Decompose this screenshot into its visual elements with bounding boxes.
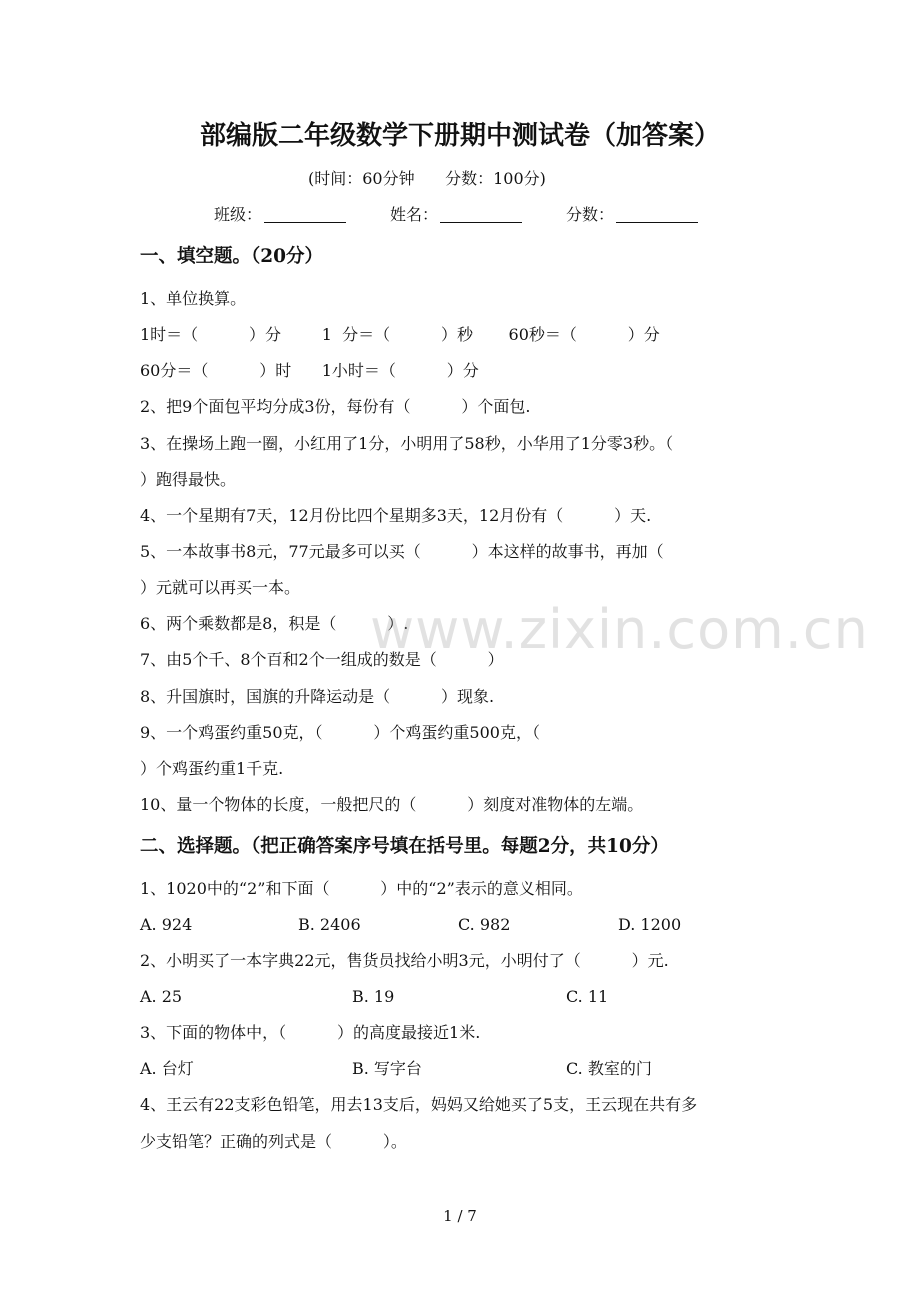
option[interactable]: B. 19	[352, 987, 395, 1006]
question-line: 8、升国旗时，国旗的升降运动是（ ）现象.	[140, 687, 495, 706]
question-line: 3、下面的物体中，（ ）的高度最接近1米.	[140, 1023, 481, 1042]
score-label: 分数：	[566, 205, 615, 224]
section1-heading: 一、填空题。（20分）	[140, 246, 323, 267]
question-line: 3、在操场上跑一圈，小红用了1分，小明用了58秒，小华用了1分零3秒。（	[140, 434, 674, 453]
name-field[interactable]	[390, 204, 522, 226]
question-line: 10、量一个物体的长度，一般把尺的（ ）刻度对准物体的左端。	[140, 795, 644, 814]
option[interactable]: B. 写字台	[352, 1059, 422, 1078]
question-line: ）个鸡蛋约重1千克.	[140, 759, 284, 778]
question-line: 7、由5个千、8个百和2个一组成的数是（ ）	[140, 650, 504, 669]
option[interactable]: C. 教室的门	[566, 1059, 652, 1078]
option[interactable]: A. 25	[140, 987, 183, 1006]
score-field[interactable]	[566, 204, 698, 226]
question-line: ）元就可以再买一本。	[140, 578, 301, 597]
question-line: 9、一个鸡蛋约重50克，（ ）个鸡蛋约重500克，（	[140, 723, 540, 742]
question-line: 4、王云有22支彩色铅笔，用去13支后，妈妈又给她买了5支，王云现在共有多	[140, 1095, 698, 1114]
option[interactable]: B. 2406	[298, 915, 361, 934]
page-number: 1 / 7	[443, 1207, 477, 1225]
question-line: 2、把9个面包平均分成3份，每份有（ ）个面包.	[140, 397, 531, 416]
section2-heading: 二、选择题。（把正确答案序号填在括号里。每题2分，共10分）	[140, 836, 669, 857]
class-label: 班级：	[214, 205, 263, 224]
question-line: ）跑得最快。	[140, 470, 237, 489]
question-line: 6、两个乘数都是8，积是（ ）.	[140, 614, 409, 633]
class-field[interactable]	[214, 204, 346, 226]
score-blank[interactable]	[616, 206, 698, 223]
name-blank[interactable]	[440, 206, 522, 223]
class-blank[interactable]	[264, 206, 346, 223]
option[interactable]: C. 982	[458, 915, 511, 934]
question-line: 1时＝（ ）分 1 分＝（ ）秒 60秒＝（ ）分	[140, 325, 660, 344]
question-line: 60分＝（ ）时 1小时＝（ ）分	[140, 361, 479, 380]
subtitle: (时间：60分钟 分数：100分)	[308, 169, 546, 188]
question-line: 少支铅笔？正确的列式是（ ）。	[140, 1132, 407, 1151]
question-line: 4、一个星期有7天，12月份比四个星期多3天，12月份有（ ）天.	[140, 506, 652, 525]
option[interactable]: D. 1200	[618, 915, 682, 934]
option[interactable]: A. 台灯	[140, 1059, 194, 1078]
watermark: www.zixin.com.cn	[370, 598, 869, 661]
option[interactable]: C. 11	[566, 987, 609, 1006]
name-label: 姓名：	[390, 205, 439, 224]
question-line: 1、单位换算。	[140, 289, 247, 308]
page-title: 部编版二年级数学下册期中测试卷（加答案）	[199, 121, 720, 151]
question-line: 5、一本故事书8元，77元最多可以买（ ）本这样的故事书，再加（	[140, 542, 664, 561]
question-line: 2、小明买了一本字典22元，售货员找给小明3元，小明付了（ ）元.	[140, 951, 669, 970]
question-line: 1、1020中的“2”和下面（ ）中的“2”表示的意义相同。	[140, 879, 583, 898]
option[interactable]: A. 924	[140, 915, 193, 934]
